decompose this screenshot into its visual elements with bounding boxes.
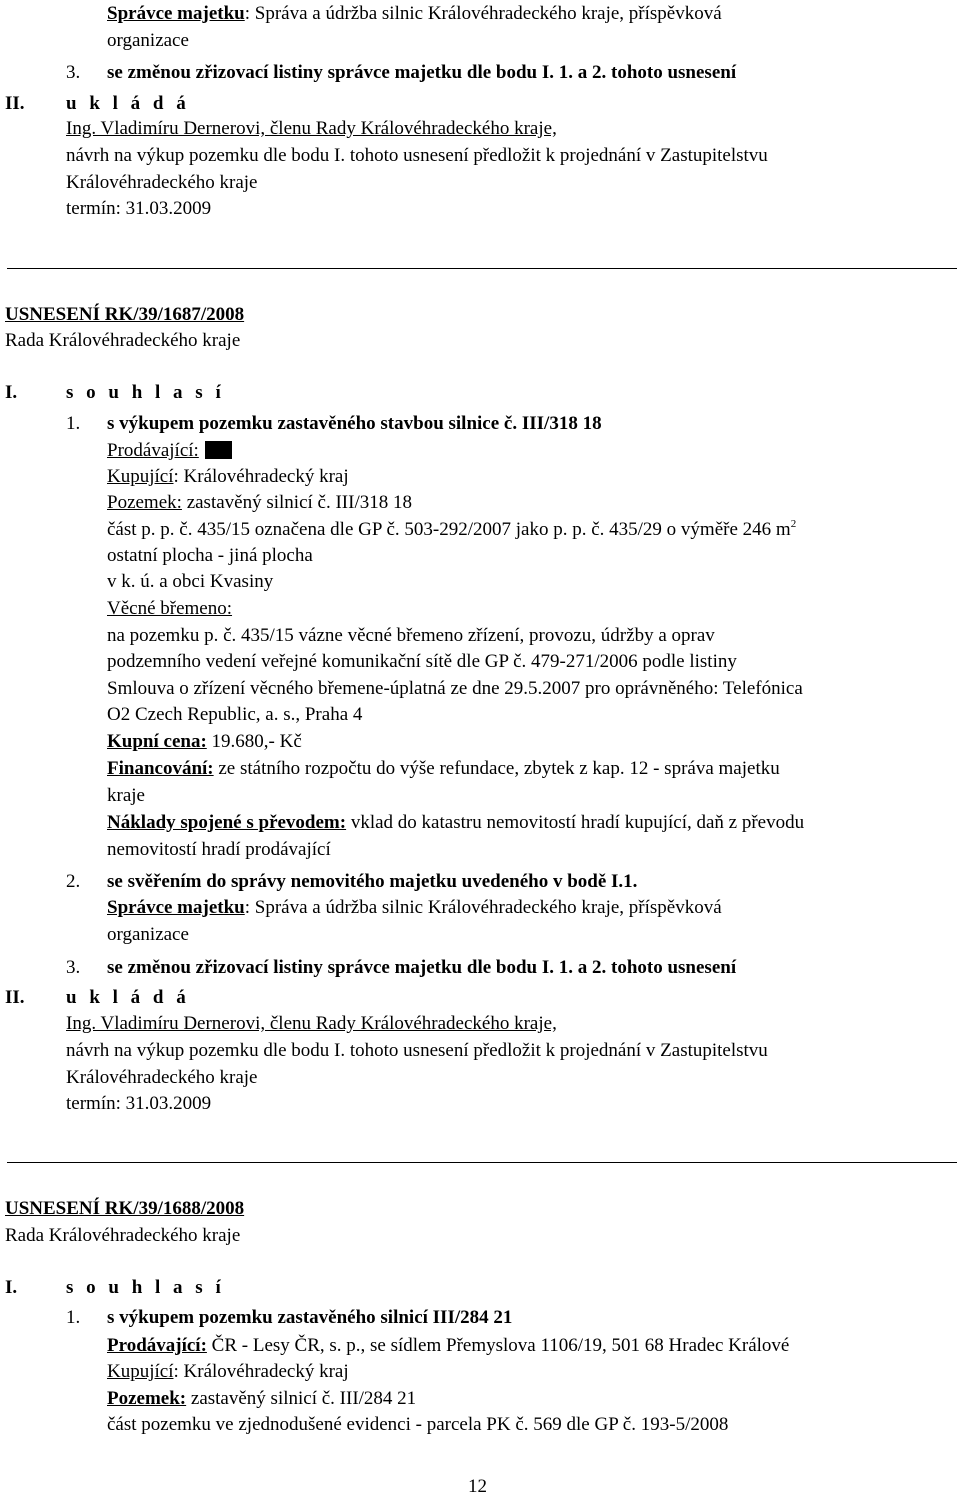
buyer-label-c: Kupující: [107, 1361, 174, 1382]
section-I-heading-c: s o u h l a s í: [66, 1277, 225, 1298]
spravce-majetku-line: Správce majetku: Správa a údržba silnic Královéhradeckého kraje, příspěvková: [107, 3, 722, 24]
seller-line-c: Prodávající: ČR - Lesy ČR, s. p., se sídlem Přemyslova 1106/19, 501 68 Hradec Králové: [107, 1335, 790, 1356]
seller-label-c: Prodávající:: [107, 1335, 207, 1356]
costs-line-2: nemovitostí hradí prodávající: [107, 839, 331, 860]
easement-line-3: Smlouva o zřízení věcného břemene-úplatná ze dne 29.5.2007 pro oprávněného: Telefónica: [107, 678, 803, 699]
financing-line-2: kraje: [107, 785, 145, 806]
spravce-majetku-line-b: Správce majetku: Správa a údržba silnic Královéhradeckého kraje, příspěvková: [107, 897, 722, 918]
easement-line-4: O2 Czech Republic, a. s., Praha 4: [107, 704, 363, 725]
section-I-number-c: I.: [5, 1277, 18, 1298]
easement-label: Věcné břemeno:: [107, 598, 233, 619]
item-2-text: se svěřením do správy nemovitého majetku uvedeného v bodě I.1.: [107, 871, 638, 892]
section-divider-2: [7, 1162, 957, 1163]
item-3-text: se změnou zřizovací listiny správce majetku dle bodu I. 1. a 2. tohoto usnesení: [107, 62, 737, 83]
section-II-heading-b: u k l á d á: [66, 987, 190, 1008]
spravce-majetku-label: Správce majetku: [107, 3, 245, 24]
resolution-body-1687: Rada Královéhradeckého kraje: [5, 330, 241, 351]
financing-label: Financování:: [107, 758, 214, 779]
item-3-number-b: 3.: [66, 957, 81, 978]
costs-line: Náklady spojené s převodem: vklad do katastru nemovitostí hradí kupující, daň z převodu: [107, 812, 805, 833]
section-divider: [7, 268, 957, 269]
price-label: Kupní cena:: [107, 731, 207, 752]
price-line: Kupní cena: 19.680,- Kč: [107, 731, 302, 752]
section-II-number: II.: [5, 93, 25, 114]
resolution-title-1688: USNESENÍ RK/39/1688/2008: [5, 1198, 245, 1219]
section-II-number-b: II.: [5, 987, 25, 1008]
land-label: Pozemek:: [107, 492, 182, 513]
seller-label: Prodávající:: [107, 440, 199, 461]
item-1-number-c: 1.: [66, 1307, 81, 1328]
land-label-c: Pozemek:: [107, 1388, 187, 1409]
section-I-number: I.: [5, 382, 18, 403]
redaction-box: [205, 441, 232, 459]
parcel-line-c: část pozemku ve zjednodušené evidenci - parcela PK č. 569 dle GP č. 193-5/2008: [107, 1414, 729, 1435]
costs-label: Náklady spojené s převodem:: [107, 812, 347, 833]
deadline-b: termín: 31.03.2009: [66, 1093, 212, 1114]
cadastral-area: v k. ú. a obci Kvasiny: [107, 571, 274, 592]
spravce-majetku-line-2: organizace: [107, 30, 189, 51]
easement-line-2: podzemního vedení veřejné komunikační sítě dle GP č. 479-271/2006 podle listiny: [107, 651, 737, 672]
section-I-heading: s o u h l a s í: [66, 382, 225, 403]
buyer-label: Kupující: [107, 466, 174, 487]
resolution-title-1687: USNESENÍ RK/39/1687/2008: [5, 304, 245, 325]
section-II-heading: u k l á d á: [66, 93, 190, 114]
land-type: ostatní plocha - jiná plocha: [107, 545, 313, 566]
land-line-c: Pozemek: zastavěný silnicí č. III/284 21: [107, 1388, 417, 1409]
parcel-line: část p. p. č. 435/15 označena dle GP č. 503-292/2007 jako p. p. č. 435/29 o výměře 246 $m^2$: [107, 518, 797, 540]
financing-line: Financování: ze státního rozpočtu do výše refundace, zbytek z kap. 12 - správa majetku: [107, 758, 780, 779]
land-line: Pozemek: zastavěný silnicí č. III/318 18: [107, 492, 412, 513]
deadline: termín: 31.03.2009: [66, 198, 212, 219]
seller-line: [107, 440, 232, 464]
buyer-line: Kupující: Královéhradecký kraj: [107, 466, 349, 487]
item-2-number: 2.: [66, 871, 81, 892]
proposal-line: návrh na výkup pozemku dle bodu I. tohoto usnesení předložit k projednání v Zastupitelstvu: [66, 145, 768, 166]
item-1-text-c: s výkupem pozemku zastavěného silnicí III/284 21: [107, 1307, 513, 1328]
proposal-line-b: návrh na výkup pozemku dle bodu I. tohoto usnesení předložit k projednání v Zastupitelstvu: [66, 1040, 768, 1061]
superscript-2: 2: [790, 518, 797, 530]
item-1-text: s výkupem pozemku zastavěného stavbou silnice č. III/318 18: [107, 413, 602, 434]
spravce-majetku-label-b: Správce majetku: [107, 897, 245, 918]
item-1-number: 1.: [66, 413, 81, 434]
proposal-line-2: Královéhradeckého kraje: [66, 172, 258, 193]
easement-line-1: na pozemku p. č. 435/15 vázne věcné břemeno zřízení, provozu, údržby a oprav: [107, 625, 715, 646]
resolution-body-1688: Rada Královéhradeckého kraje: [5, 1225, 241, 1246]
page-number: 12: [468, 1476, 487, 1497]
responsible-person: Ing. Vladimíru Dernerovi, členu Rady Královéhradeckého kraje,: [66, 118, 557, 139]
spravce-majetku-line-b2: organizace: [107, 924, 189, 945]
responsible-person-b: Ing. Vladimíru Dernerovi, členu Rady Královéhradeckého kraje,: [66, 1013, 557, 1034]
item-3-number: 3.: [66, 62, 81, 83]
proposal-line-b2: Královéhradeckého kraje: [66, 1067, 258, 1088]
item-3-text-b: se změnou zřizovací listiny správce majetku dle bodu I. 1. a 2. tohoto usnesení: [107, 957, 737, 978]
buyer-line-c: Kupující: Královéhradecký kraj: [107, 1361, 349, 1382]
